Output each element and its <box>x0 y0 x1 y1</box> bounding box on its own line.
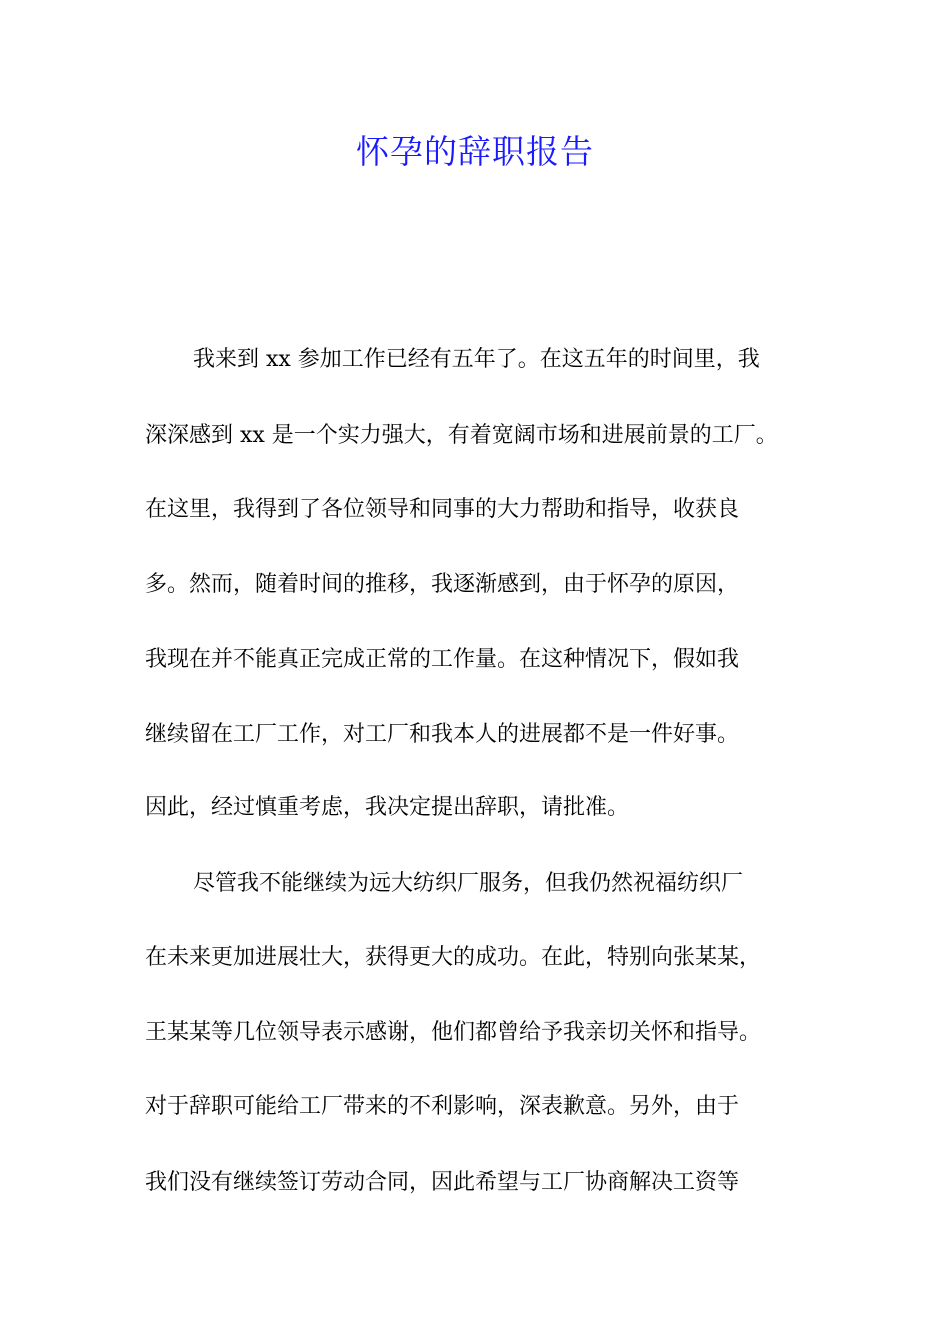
paragraph-line: 多。然而，随着时间的推移，我逐渐感到，由于怀孕的原因， <box>145 572 740 597</box>
paragraph-line: 在这里，我得到了各位领导和同事的大力帮助和指导，收获良 <box>145 497 740 522</box>
paragraph-line: 我们没有继续签订劳动合同，因此希望与工厂协商解决工资等 <box>145 1170 740 1195</box>
paragraph-line: 尽管我不能继续为远大纺织厂服务，但我仍然祝福纺织厂 <box>193 871 744 896</box>
paragraph-line: 深深感到 xx 是一个实力强大，有着宽阔市场和进展前景的工厂。 <box>145 423 778 448</box>
paragraph-line: 对于辞职可能给工厂带来的不利影响，深表歉意。另外，由于 <box>145 1094 740 1119</box>
document-title: 怀孕的辞职报告 <box>356 132 594 171</box>
paragraph-line: 在未来更加进展壮大，获得更大的成功。在此，特别向张某某， <box>145 945 762 970</box>
paragraph-line: 我现在并不能真正完成正常的工作量。在这种情况下，假如我 <box>145 647 740 672</box>
paragraph-line: 因此，经过慎重考虑，我决定提出辞职，请批准。 <box>145 795 630 820</box>
paragraph-line: 王某某等几位领导表示感谢，他们都曾给予我亲切关怀和指导。 <box>145 1020 762 1045</box>
paragraph-line: 我来到 xx 参加工作已经有五年了。在这五年的时间里，我 <box>193 347 760 372</box>
paragraph-line: 继续留在工厂工作，对工厂和我本人的进展都不是一件好事。 <box>145 722 740 747</box>
